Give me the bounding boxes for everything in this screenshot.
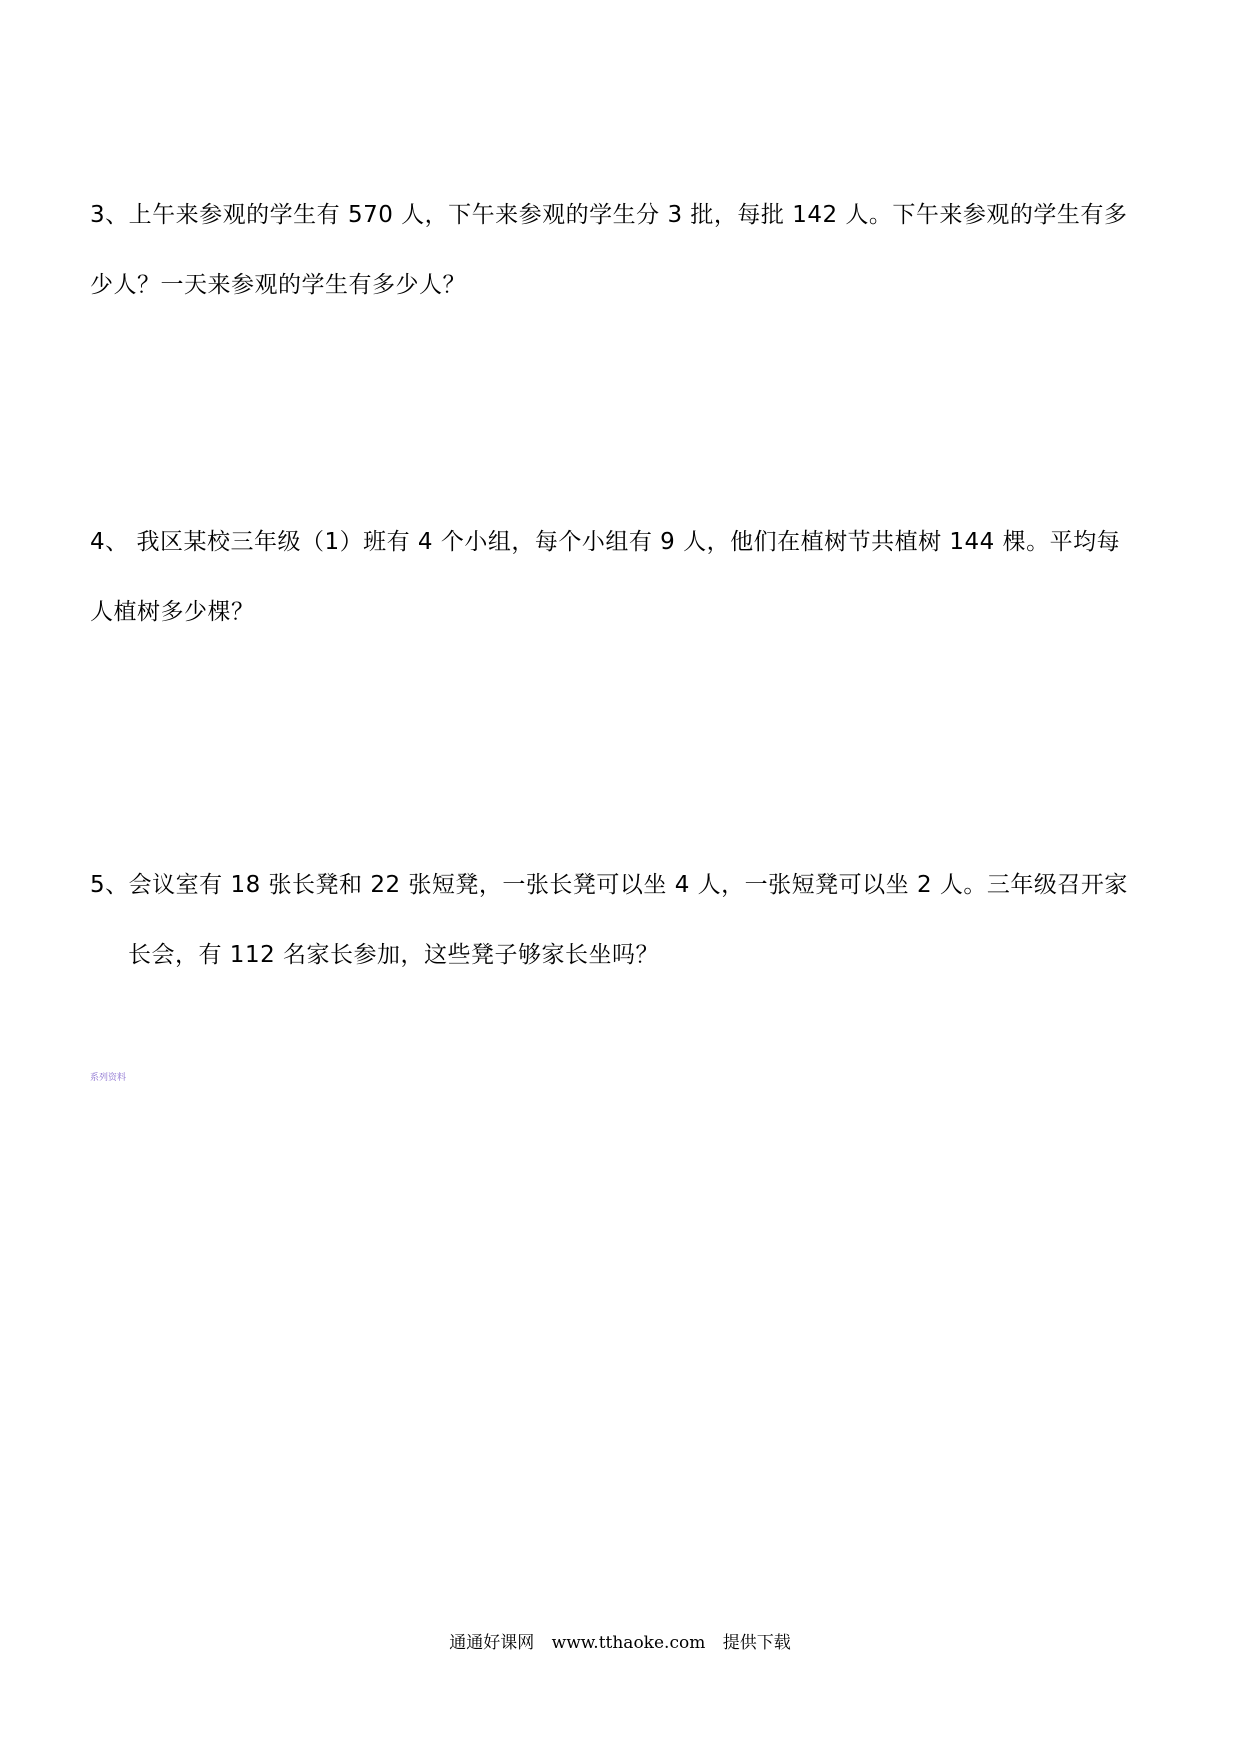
question-3-line-1: 3、上午来参观的学生有 570 人，下午来参观的学生分 3 批，每批 142 人。下午来参观的学生有多 bbox=[90, 202, 1128, 228]
footer-site-name: 通通好课网 bbox=[449, 1633, 535, 1653]
series-label: 系列资料 bbox=[90, 1073, 127, 1083]
question-5-line-1: 5、会议室有 18 张长凳和 22 张短凳，一张长凳可以坐 4 人，一张短凳可以坐 2 人。三年级召开家 bbox=[90, 872, 1128, 898]
question-4-line-1: 4、 我区某校三年级（1）班有 4 个小组，每个小组有 9 人，他们在植树节共植树 144 棵。平均每 bbox=[90, 529, 1121, 555]
footer-url: www.tthaoke.com bbox=[551, 1633, 706, 1653]
question-3 bbox=[90, 180, 1160, 320]
page-footer bbox=[0, 1628, 1240, 1653]
question-5-line-2: 长会，有 112 名家长参加，这些凳子够家长坐吗？ bbox=[128, 942, 660, 968]
question-4-line-2: 人植树多少棵？ bbox=[90, 599, 255, 625]
footer-suffix: 提供下载 bbox=[722, 1633, 791, 1653]
question-4 bbox=[90, 507, 1160, 647]
question-3-line-2: 少人？一天来参观的学生有多少人？ bbox=[90, 272, 466, 298]
question-5 bbox=[90, 850, 1160, 990]
